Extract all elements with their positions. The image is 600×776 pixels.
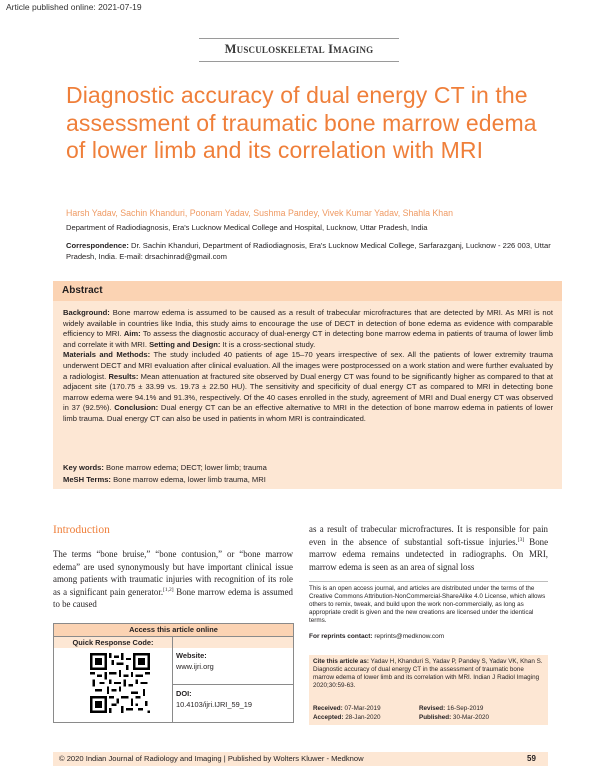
mesh-line [63, 474, 553, 486]
citation-text [313, 658, 545, 690]
article-title: Diagnostic accuracy of dual energy CT in the assessment of traumatic bone marrow edema of lower limb and its correlation with MRI [66, 82, 537, 163]
keywords-text: Bone marrow edema; DECT; lower limb; trauma [103, 463, 267, 472]
received-value: 07-Mar-2019 [342, 705, 381, 712]
background-label: Background: [63, 308, 110, 317]
conclusion-text: Dual energy CT can be an effective alternative to MRI in the detection of bone marrow edema in patients of lower limb trauma. Dual energy CT can also be used in patients in whom MRI is contraindicated. [63, 403, 553, 423]
results-label: Results: [108, 371, 139, 381]
access-heading: Access this article online [54, 624, 293, 636]
accepted-date [313, 714, 423, 723]
doi-link[interactable]: 10.4103/ijri.IJRI_59_19 [176, 700, 253, 709]
methods-text: The study included 40 patients of age 15–70 years irrespective of sex. All the patients of lower extremity trauma underwent DECT and MRI evaluation after clinical evaluation. All the images were postprocessed on a work station and were further evaluated by a radiologist. [63, 350, 553, 381]
mesh-text: Bone marrow edema, lower limb trauma, MRI [110, 475, 266, 484]
aim-text: To assess the diagnostic accuracy of dual-energy CT in detecting bone marrow edema in patients of trauma of lower limb and correlate it with MRI. [63, 329, 553, 349]
section-header [199, 38, 399, 62]
correspondence-text: Dr. Sachin Khanduri, Department of Radiodiagnosis, Era's Lucknow Medical College, Sarfarazganj, Lucknow - 226 003, Uttar Pradesh, India. E-mail: drsachinrad@gmail.com [66, 241, 551, 261]
keywords-line [63, 462, 553, 474]
background-text: Bone marrow edema is assumed to be caused as a result of trabecular microfractures that are detected by MRI. As MRI is not widely available in countries like India, this study aims to encourage the use of DECT in detection of bone edema as evidence with comparable efficiency to MRI. [63, 308, 553, 339]
access-hdivider [172, 684, 293, 685]
header-rule-top [199, 38, 399, 39]
page-number: 59 [527, 754, 536, 763]
revised-date [419, 705, 545, 714]
intro-right-tail: Bone marrow edema remains undetected in radiographs. On MRI, marrow edema is seen as an area of signal loss [309, 536, 549, 572]
abstract-box [53, 281, 562, 489]
revised-value: 16-Sep-2019 [445, 705, 484, 712]
author-list: Harsh Yadav, Sachin Khanduri, Poonam Yadav, Sushma Pandey, Vivek Kumar Yadav, Shahla Khan [66, 208, 453, 218]
intro-right-text: as a result of trabecular microfractures. It is responsible for pain even in the absence of substantial soft-tissue injuries. [309, 524, 548, 547]
received-label: Received: [313, 705, 343, 712]
cite-body: Yadav H, Khanduri S, Yadav P, Pandey S, Yadav VK, Khan S. Diagnostic accuracy of dual energy CT in the assessment of traumatic bone marrow edema of lower limb and its correlation with MRI. Indian J Radiol Imaging 2020;30:59-63. [313, 658, 543, 689]
keywords-block [63, 462, 553, 486]
page-footer [53, 752, 548, 766]
methods-label: Materials and Methods: [63, 350, 151, 360]
reprints-contact [309, 633, 548, 640]
received-date [313, 705, 423, 714]
mesh-label: MeSH Terms: [63, 475, 111, 484]
intro-right-ref[interactable]: [3] [517, 536, 525, 543]
access-subheader-right [172, 636, 293, 648]
access-online-box [53, 623, 294, 723]
citation-box [309, 655, 548, 725]
intro-left-column [53, 548, 293, 611]
accepted-label: Accepted: [313, 714, 344, 721]
footer-copyright: © 2020 Indian Journal of Radiology and Imaging | Published by Wolters Kluwer - Medknow [59, 754, 364, 763]
setting-label: Setting and Design: [149, 339, 221, 349]
results-text: Mean attenuation at fractured site observed by Dual energy CT was found to be significantly higher as compared to that at adjacent site (170.75 ± 33.99 vs. 19.73 ± 22.50 HU). The sensitivity and specificity of dual energy CT as compared to MRI in detecting bone marrow edema were 94.1% and 91.3%, respectively. Of the 40 cases enrolled in the study, agreement of MRI and Dual energy CT was observed in 37 (92.5%). [63, 371, 553, 413]
correspondence [66, 240, 556, 262]
qr-code-icon[interactable] [90, 653, 150, 713]
aim-label: Aim: [123, 329, 141, 339]
intro-left-ref[interactable]: [1,2] [163, 586, 174, 593]
section-title: Musculoskeletal Imaging [224, 42, 374, 56]
header-rule-bottom [199, 61, 399, 62]
published-date: Article published online: 2021-07-19 [6, 2, 142, 12]
intro-left-tail: Bone marrow edema is assumed to be caused [53, 586, 293, 610]
intro-right-column [309, 523, 548, 573]
website-label: Website: [176, 651, 207, 660]
intro-left-text: The terms “bone bruise,” “bone contusion,” or “bone marrow edema” are used synonymously but have important clinical issue among patients with traumatic injuries with recognition of its role as a significant pain generator. [53, 549, 293, 597]
abstract-heading: Abstract [62, 285, 103, 296]
affiliation: Department of Radiodiagnosis, Era's Lucknow Medical College and Hospital, Lucknow, Uttar Pradesh, India [66, 223, 428, 232]
abstract-header [53, 281, 562, 301]
reprints-label: For reprints contact: [309, 633, 373, 640]
correspondence-label: Correspondence: [66, 241, 129, 250]
abstract-body [63, 308, 553, 425]
introduction-heading: Introduction [53, 524, 110, 536]
published-value: 30-Mar-2020 [451, 714, 489, 721]
published-date-cite [419, 714, 545, 723]
website-link[interactable]: www.ijri.org [176, 662, 214, 671]
published-label: Published: [419, 714, 452, 721]
license-text: This is an open access journal, and articles are distributed under the terms of the Creative Commons Attribution-NonCommercial-ShareAlike 4.0 License, which allows others to remix, tweak, and build upon the work non-commercially, as long as appropriate credit is given and the new creations are licensed under the identical terms. [309, 581, 548, 625]
keywords-label: Key words: [63, 463, 104, 472]
doi-label: DOI: [176, 689, 192, 698]
revised-label: Revised: [419, 705, 446, 712]
setting-text: It is a cross-sectional study. [220, 339, 316, 349]
qr-label: Quick Response Code: [54, 636, 172, 648]
access-divider [172, 648, 173, 722]
cite-label: Cite this article as: [313, 658, 369, 665]
accepted-value: 28-Jan-2020 [343, 714, 381, 721]
reprints-email[interactable]: reprints@medknow.com [372, 633, 445, 640]
conclusion-label: Conclusion: [114, 403, 159, 413]
